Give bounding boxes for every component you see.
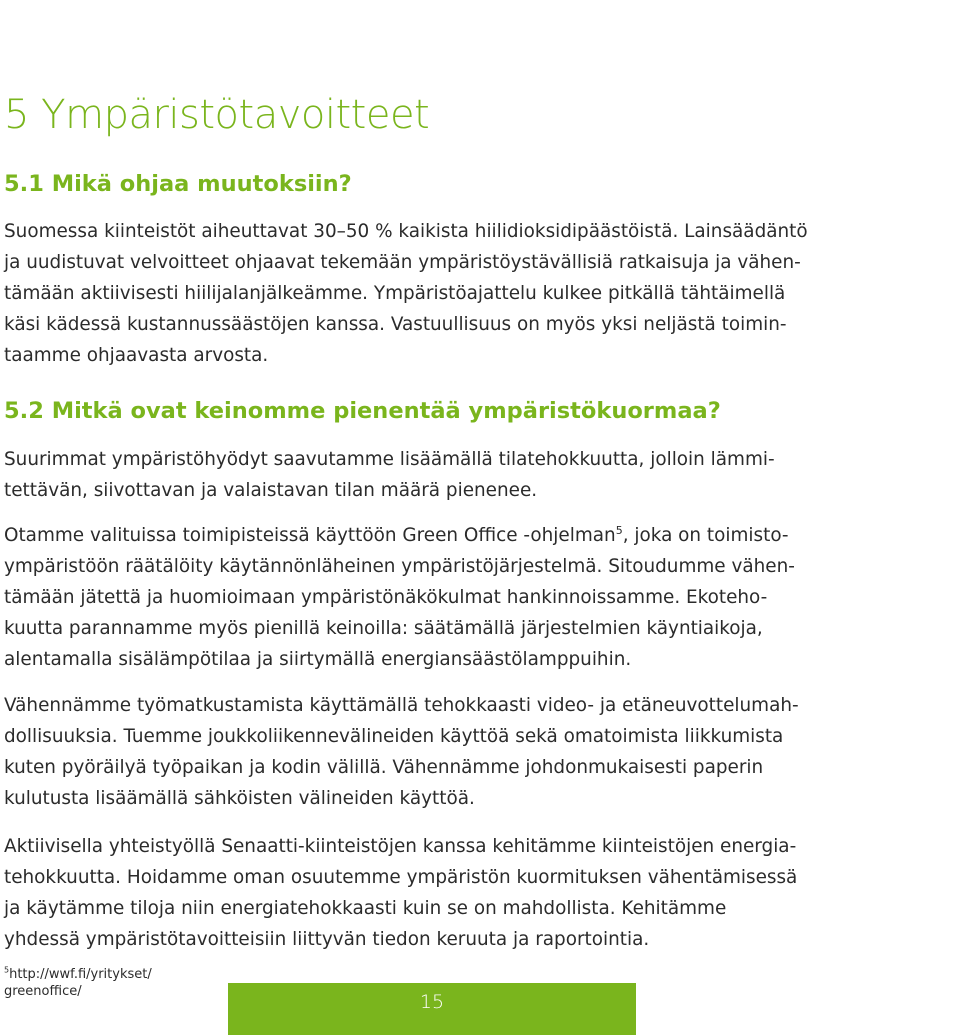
text-line: Suomessa kiinteistöt aiheuttavat 30–50 % kaikista hiilidioksidipäästöistä. Lainsäädäntö xyxy=(4,221,808,242)
section-heading-5-1: 5.1 Mikä ohjaa muutoksiin? xyxy=(4,171,352,197)
paragraph-tilatehokkuus xyxy=(4,444,775,506)
text-line: kulutusta lisäämällä sähköisten välineiden käyttöä. xyxy=(4,788,475,809)
footnote-line xyxy=(4,966,152,983)
page-number: 15 xyxy=(419,991,445,1013)
text-line xyxy=(4,520,795,551)
footnote-marker: 5 xyxy=(4,965,10,975)
paragraph-green-office xyxy=(4,520,795,675)
page-number-bar xyxy=(228,983,636,1035)
text-line: dollisuuksia. Tuemme joukkoliikennevälineiden käyttöä sekä omatoimista liikkumista xyxy=(4,726,784,747)
text-line: käsi kädessä kustannussäästöjen kanssa. Vastuullisuus on myös yksi neljästä toimin- xyxy=(4,314,787,335)
text-line: kuutta parannamme myös pienillä keinoilla: säätämällä järjestelmien käyntiaikoja, xyxy=(4,618,763,639)
footnote-url-part: http://wwf.fi/yritykset/ xyxy=(9,967,152,982)
text-line-start: Otamme valituissa toimipisteissä käyttöön Green Office -ohjelman xyxy=(4,525,616,546)
text-line: Vähennämme työmatkustamista käyttämällä tehokkaasti video- ja etäneuvottelumah- xyxy=(4,695,799,716)
footnote xyxy=(4,966,152,1000)
text-line: tettävän, siivottavan ja valaistavan tilan määrä pienenee. xyxy=(4,480,538,501)
page-title: 5 Ympäristötavoitteet xyxy=(4,92,430,138)
text-line: ja uudistuvat velvoitteet ohjaavat tekemään ympäristöystävällisiä ratkaisuja ja vähen- xyxy=(4,252,801,273)
text-line: taamme ohjaavasta arvosta. xyxy=(4,345,269,366)
section-heading-5-2: 5.2 Mitkä ovat keinomme pienentää ympäristökuormaa? xyxy=(4,398,721,424)
text-line: Aktiivisella yhteistyöllä Senaatti-kiinteistöjen kanssa kehitämme kiinteistöjen energia- xyxy=(4,836,797,857)
text-line: alentamalla sisälämpötilaa ja siirtymällä energiansäästölamppuihin. xyxy=(4,649,632,670)
text-line: ympäristöön räätälöity käytännönläheinen ympäristöjärjestelmä. Sitoudumme vähen- xyxy=(4,556,795,577)
text-line: yhdessä ympäristötavoitteisiin liittyvän tiedon keruuta ja raportointia. xyxy=(4,929,650,950)
text-line: ja käytämme tiloja niin energiatehokkaasti kuin se on mahdollista. Kehitämme xyxy=(4,898,727,919)
footnote-reference: 5 xyxy=(615,523,623,537)
text-line: tämään jätettä ja huomioimaan ympäristönäkökulmat hankinnoissamme. Ekoteho- xyxy=(4,587,768,608)
paragraph-tyomatkat xyxy=(4,690,799,814)
text-line: tehokkuutta. Hoidamme oman osuutemme ympäristön kuormituksen vähentämisessä xyxy=(4,867,798,888)
paragraph-senaatti xyxy=(4,831,797,955)
text-line: kuten pyöräilyä työpaikan ja kodin välillä. Vähennämme johdonmukaisesti paperin xyxy=(4,757,764,778)
footnote-line: greenoffice/ xyxy=(4,984,82,999)
text-line: Suurimmat ympäristöhyödyt saavutamme lisäämällä tilatehokkuutta, jolloin lämmi- xyxy=(4,449,775,470)
paragraph-5-1 xyxy=(4,216,808,371)
text-line-end: , joka on toimisto- xyxy=(622,525,789,546)
text-line: tämään aktiivisesti hiilijalanjälkeämme. Ympäristöajattelu kulkee pitkällä tähtäimellä xyxy=(4,283,786,304)
